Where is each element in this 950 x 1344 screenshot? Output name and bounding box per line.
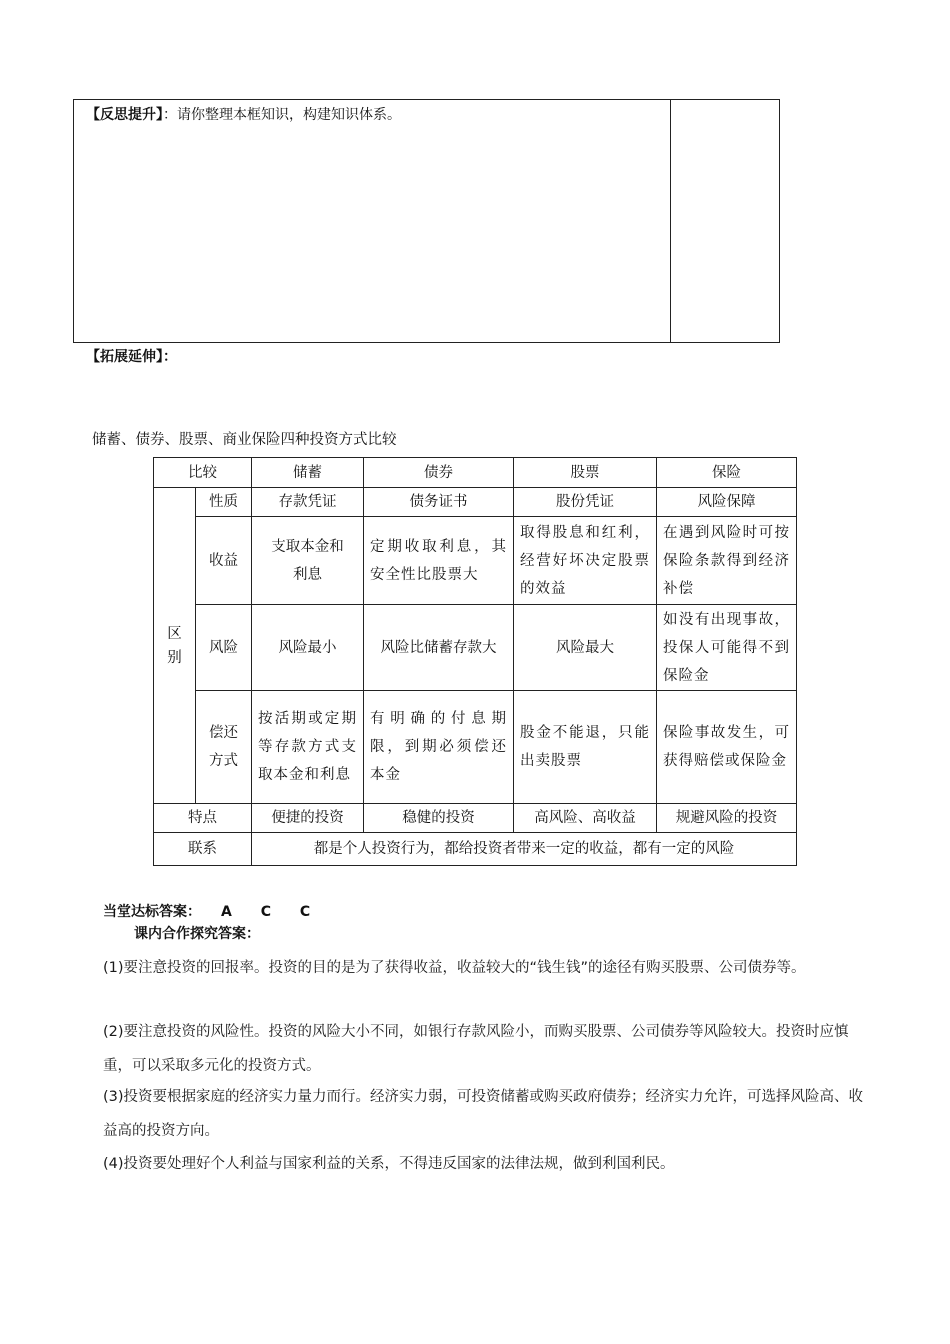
table-cell: 支取本金和利息 <box>252 517 364 605</box>
table-cell: 风险保障 <box>657 488 797 517</box>
row-label: 偿还方式 <box>196 691 252 804</box>
reflection-label: 【反思提升】 <box>86 107 163 123</box>
table-cell: 按活期或定期等存款方式支取本金和利息 <box>252 691 364 804</box>
row-label: 特点 <box>154 804 252 833</box>
header-cell: 储蓄 <box>252 458 364 488</box>
table-cell: 稳健的投资 <box>364 804 514 833</box>
table-cell: 高风险、高收益 <box>514 804 657 833</box>
table-row <box>154 605 797 691</box>
table-cell: 风险最小 <box>252 605 364 691</box>
answer-paragraph: (2)要注意投资的风险性。投资的风险大小不同，如银行存款风险小，而购买股票、公司债券等风险较大。投资时应慎重，可以采取多元化的投资方式。 <box>103 1024 849 1074</box>
table-cell: 风险最大 <box>514 605 657 691</box>
table-cell: 如没有出现事故，投保人可能得不到保险金 <box>657 605 797 691</box>
table-row <box>154 691 797 804</box>
answer-paragraph: (1)要注意投资的回报率。投资的目的是为了获得收益，收益较大的“钱生钱”的途径有购买股票、公司债券等。 <box>103 960 806 976</box>
table-cell: 便捷的投资 <box>252 804 364 833</box>
answer-paragraph: (3)投资要根据家庭的经济实力量力而行。经济实力弱，可投资储蓄或购买政府债券；经济实力允许，可选择风险高、收益高的投资方向。 <box>103 1089 864 1139</box>
table-cell: 定期收取利息，其安全性比股票大 <box>364 517 514 605</box>
row-label: 性质 <box>196 488 252 517</box>
table-cell: 保险事故发生，可获得赔偿或保险金 <box>657 691 797 804</box>
header-cell: 保险 <box>657 458 797 488</box>
table-cell: 债务证书 <box>364 488 514 517</box>
table-cell: 股金不能退，只能出卖股票 <box>514 691 657 804</box>
relation-cell: 都是个人投资行为，都给投资者带来一定的收益，都有一定的风险 <box>252 833 797 866</box>
table-cell: 风险比储蓄存款大 <box>364 605 514 691</box>
answer-values: A C C <box>221 904 323 920</box>
reflection-heading <box>86 104 401 124</box>
table-cell: 取得股息和红利，经营好坏决定股票的效益 <box>514 517 657 605</box>
table-row <box>154 517 797 605</box>
table-cell: 规避风险的投资 <box>657 804 797 833</box>
answer-heading <box>103 901 322 921</box>
coop-answer-heading: 课内合作探究答案： <box>134 926 260 942</box>
comparison-table <box>153 457 797 866</box>
row-label: 收益 <box>196 517 252 605</box>
table-cell: 在遇到风险时可按保险条款得到经济补偿 <box>657 517 797 605</box>
reflection-prompt: ：请你整理本框知识，构建知识体系。 <box>163 107 401 123</box>
table-row-feature <box>154 804 797 833</box>
table-header-row <box>154 458 797 488</box>
row-label: 风险 <box>196 605 252 691</box>
table-cell: 股份凭证 <box>514 488 657 517</box>
reflection-box <box>73 99 780 343</box>
extension-heading: 【拓展延伸】： <box>86 349 177 365</box>
table-row <box>154 488 797 517</box>
group-label: 区 别 <box>154 488 196 804</box>
answer-title: 当堂达标答案： <box>103 904 201 920</box>
row-label: 联系 <box>154 833 252 866</box>
answer-paragraph: (4)投资要处理好个人利益与国家利益的关系，不得违反国家的法律法规，做到利国利民。 <box>103 1156 675 1172</box>
reflection-box-divider <box>670 99 671 343</box>
header-cell: 债券 <box>364 458 514 488</box>
header-cell: 股票 <box>514 458 657 488</box>
table-caption: 储蓄、债券、股票、商业保险四种投资方式比较 <box>92 432 397 448</box>
table-cell: 有明确的付息期限，到期必须偿还本金 <box>364 691 514 804</box>
table-cell: 存款凭证 <box>252 488 364 517</box>
header-cell: 比较 <box>154 458 252 488</box>
table-row-relation <box>154 833 797 866</box>
